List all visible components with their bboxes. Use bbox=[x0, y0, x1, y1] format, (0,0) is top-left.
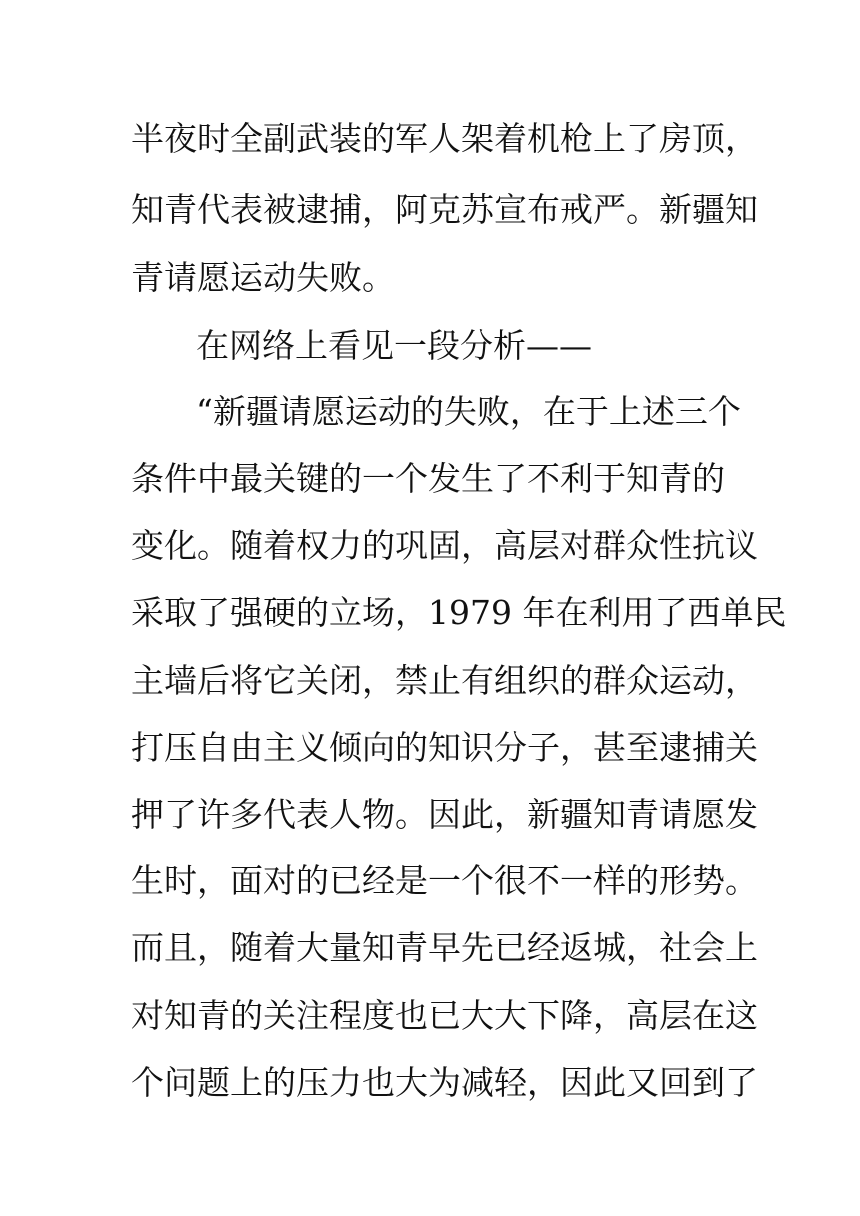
quote-line-10: 对知青的关注程度也已大大下降，高层在这 bbox=[131, 996, 758, 1035]
quote-line-1: “新疆请愿运动的失败，在于上述三个 bbox=[196, 392, 741, 431]
quote-line-5: 主墙后将它关闭，禁止有组织的群众运动， bbox=[131, 661, 758, 700]
quote-line-11: 个问题上的压力也大为减轻，因此又回到了 bbox=[131, 1063, 758, 1102]
paragraph-1-line-2: 知青代表被逮捕，阿克苏宣布戒严。新疆知 bbox=[131, 190, 758, 229]
quote-line-3: 变化。随着权力的巩固，高层对群众性抗议 bbox=[131, 526, 758, 565]
paragraph-1-line-1: 半夜时全副武装的军人架着机枪上了房顶， bbox=[131, 119, 758, 158]
quote-line-7: 押了许多代表人物。因此，新疆知青请愿发 bbox=[131, 795, 758, 834]
quote-line-9: 而且，随着大量知青早先已经返城，社会上 bbox=[131, 928, 758, 967]
quote-line-6: 打压自由主义倾向的知识分子，甚至逮捕关 bbox=[131, 728, 758, 767]
paragraph-1-line-3: 青请愿运动失败。 bbox=[131, 258, 395, 297]
quote-line-8: 生时，面对的已经是一个很不一样的形势。 bbox=[131, 861, 758, 900]
quote-line-2: 条件中最关键的一个发生了不利于知青的 bbox=[131, 459, 725, 498]
quote-line-4: 采取了强硬的立场，1979 年在利用了西单民 bbox=[131, 593, 787, 632]
paragraph-2-line-1: 在网络上看见一段分析—— bbox=[196, 326, 592, 365]
